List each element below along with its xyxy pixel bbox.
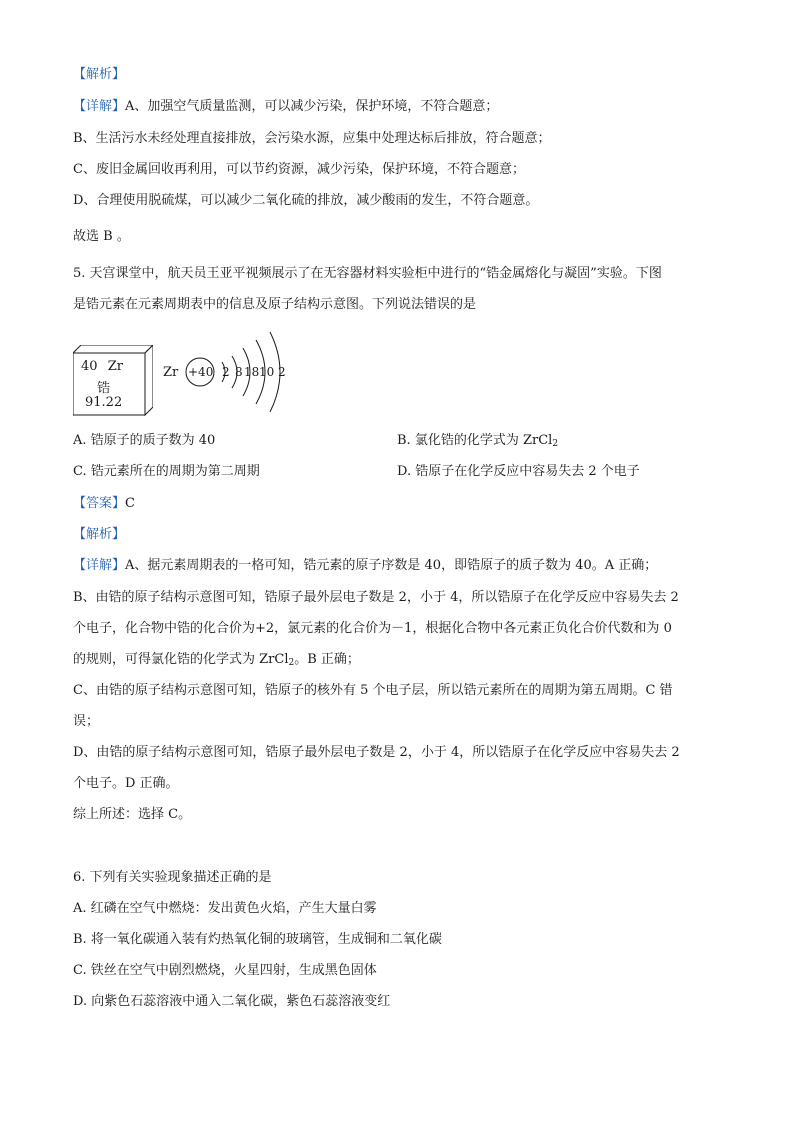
q5-exp-d1: D、由锆的原子结构示意图可知，锆原子最外层电子数是 2，小于 4，所以锆原子在化学反应中容易失去 2 (73, 745, 680, 760)
detail-line-d: D、合理使用脱硫煤，可以减少二氧化硫的排放，减少酸雨的发生，不符合题意。 (73, 193, 539, 208)
shell-electrons-1: 2 (222, 365, 230, 379)
q5-stem-line2: 是锆元素在元素周期表中的信息及原子结构示意图。下列说法错误的是 (73, 297, 477, 312)
q5-option-b-sub: 2 (552, 439, 559, 449)
shell-electrons-5: 2 (278, 365, 286, 379)
shell-electrons-2: 8 (235, 365, 243, 379)
detail-line-c: C、废旧金属回收再利用，可以节约资源，减少污染，保护环境，不符合题意； (73, 162, 525, 177)
q5-exp-a-text: A、据元素周期表的一格可知，锆元素的原子序数是 40，即锆原子的质子数为 40。A 正确； (125, 558, 658, 573)
answer-value: C (125, 496, 135, 511)
q5-exp-b3-text: 的规则，可得氯化锆的化学式为 ZrCl (73, 652, 289, 667)
q5-exp-b1: B、由锆的原子结构示意图可知，锆原子最外层电子数是 2，小于 4，所以锆原子在化学反应中容易失去 2 (73, 590, 679, 605)
atomic-number: 40 (81, 359, 98, 374)
atom-structure-diagram (160, 328, 290, 412)
detail-line-a (73, 98, 498, 116)
q5-detail-tag: 【详解】 (73, 558, 126, 573)
shell-electrons-4: 10 (259, 365, 275, 379)
q5-option-b-text: B. 氯化锆的化学式为 ZrCl (397, 433, 553, 448)
conclusion: 故选 B 。 (73, 229, 130, 244)
nucleus-charge: +40 (188, 365, 214, 379)
q5-exp-c2: 误； (73, 714, 100, 729)
q5-option-c: C. 锆元素所在的周期为第二周期 (73, 464, 260, 479)
q5-exp-b2: 个电子，化合物中锆的化合价为+2，氯元素的化合价为－1，根据化合物中各元素正负化合价代数和为 0 (73, 621, 672, 636)
shell-electrons-3: 18 (244, 365, 260, 379)
element-symbol: Zr (107, 359, 123, 374)
analysis-heading: 【解析】 (73, 67, 126, 82)
q5-exp-b3-suffix: 。B 正确； (294, 652, 360, 667)
atom-symbol: Zr (163, 365, 179, 380)
q5-option-b (397, 432, 558, 450)
q5-option-d: D. 锆原子在化学反应中容易失去 2 个电子 (397, 464, 640, 479)
q5-analysis-heading: 【解析】 (73, 527, 126, 542)
answer-tag: 【答案】 (73, 496, 126, 511)
q5-exp-d2: 个电子。D 正确。 (73, 776, 179, 791)
element-card-header (81, 359, 123, 374)
detail-text-a: A、加强空气质量监测，可以减少污染，保护环境，不符合题意； (125, 99, 499, 114)
q5-answer-line (73, 495, 135, 513)
q5-stem-line1: 5. 天宫课堂中，航天员王亚平视频展示了在无容器材料实验柜中进行的“锆金属熔化与凝固”实验。下图 (73, 266, 662, 281)
q5-exp-c1: C、由锆的原子结构示意图可知，锆原子的核外有 5 个电子层，所以锆元素所在的周期为第五周期。C 错 (73, 683, 673, 698)
q6-stem: 6. 下列有关实验现象描述正确的是 (73, 870, 272, 885)
element-card (73, 345, 145, 411)
element-name: 锆 (97, 381, 111, 396)
detail-tag: 【详解】 (73, 99, 126, 114)
q6-option-b: B. 将一氧化碳通入装有灼热氧化铜的玻璃管，生成铜和二氧化碳 (73, 932, 442, 947)
q5-option-a: A. 锆原子的质子数为 40 (73, 433, 216, 448)
atomic-mass: 91.22 (85, 395, 123, 410)
detail-line-b: B、生活污水未经处理直接排放，会污染水源，应集中处理达标后排放，符合题意； (73, 131, 551, 146)
q6-option-a: A. 红磷在空气中燃烧：发出黄色火焰，产生大量白雾 (73, 901, 377, 916)
q5-exp-a (73, 557, 657, 575)
q5-exp-b3 (73, 651, 360, 669)
q6-option-c: C. 铁丝在空气中剧烈燃烧，火星四射，生成黑色固体 (73, 963, 377, 978)
q5-exp-b3-sub: 2 (288, 658, 295, 668)
q6-option-d: D. 向紫色石蕊溶液中通入二氧化碳，紫色石蕊溶液变红 (73, 994, 391, 1009)
q5-summary: 综上所述：选择 C。 (73, 807, 192, 822)
